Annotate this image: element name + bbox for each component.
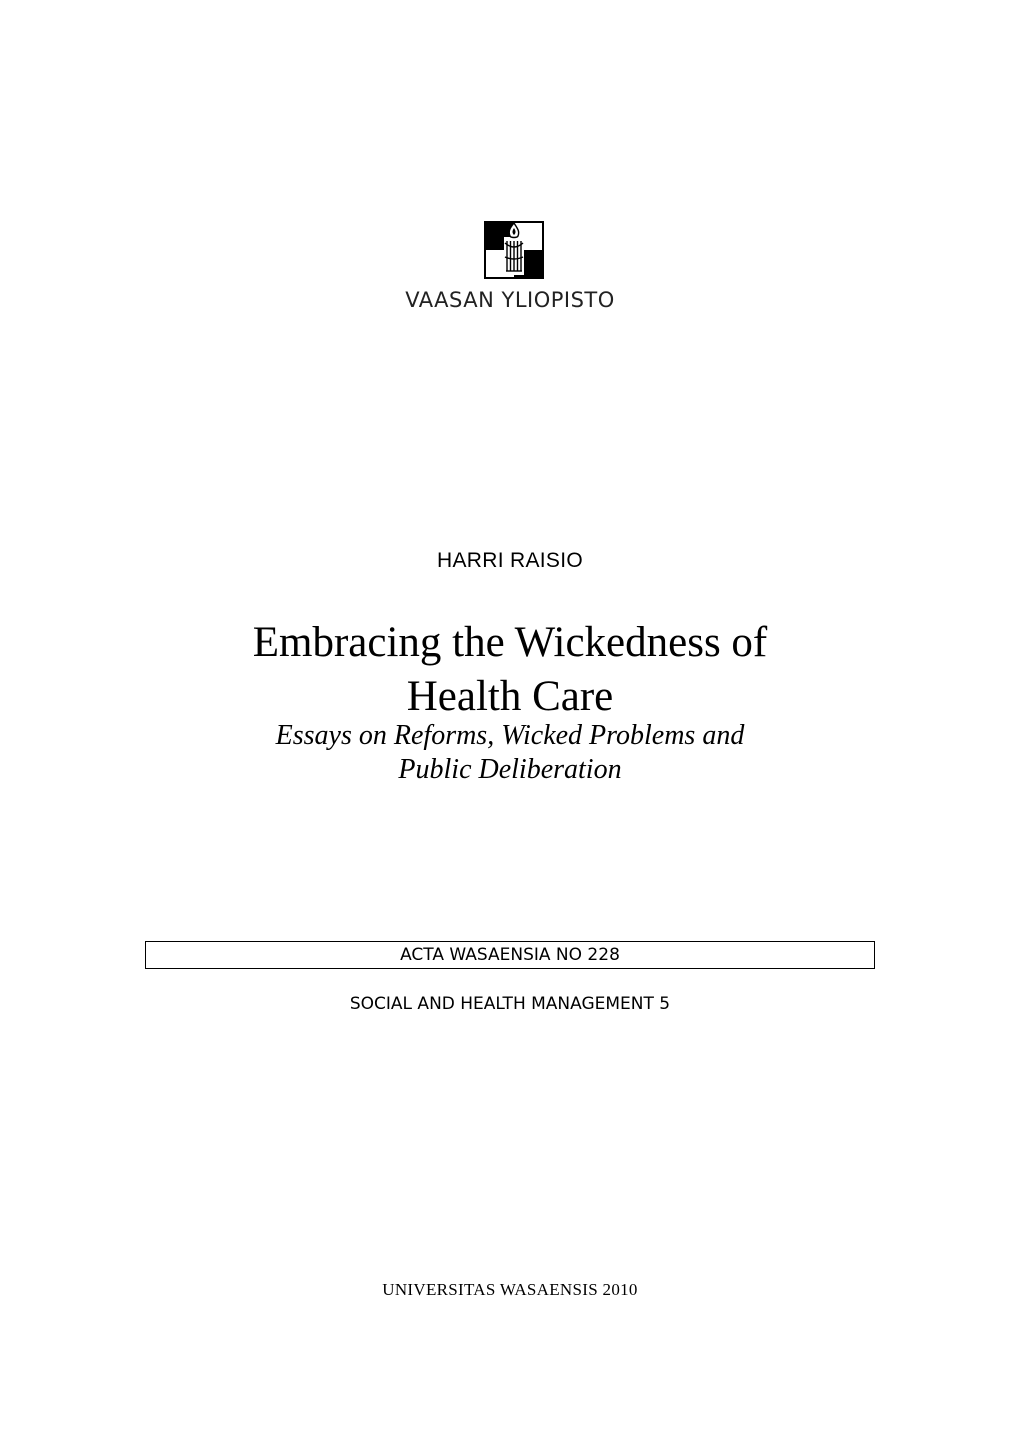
publisher-line: UNIVERSITAS WASAENSIS 2010 <box>382 1280 638 1299</box>
sub-series: SOCIAL AND HEALTH MANAGEMENT 5 <box>349 994 671 1014</box>
book-subtitle-line-2: Public Deliberation <box>398 754 622 785</box>
book-subtitle-line-1: Essays on Reforms, Wicked Problems and <box>275 720 745 751</box>
author-name: HARRI RAISIO <box>437 549 583 572</box>
university-torch-emblem-icon <box>484 221 544 279</box>
book-subtitle <box>0 719 1020 787</box>
university-name: VAASAN YLIOPISTO <box>405 288 615 312</box>
book-title-line-1: Embracing the Wickedness of <box>252 619 768 666</box>
series-box: ACTA WASAENSIA NO 228 <box>145 941 875 969</box>
book-title-line-2: Health Care <box>406 673 614 720</box>
book-title <box>0 616 1020 724</box>
